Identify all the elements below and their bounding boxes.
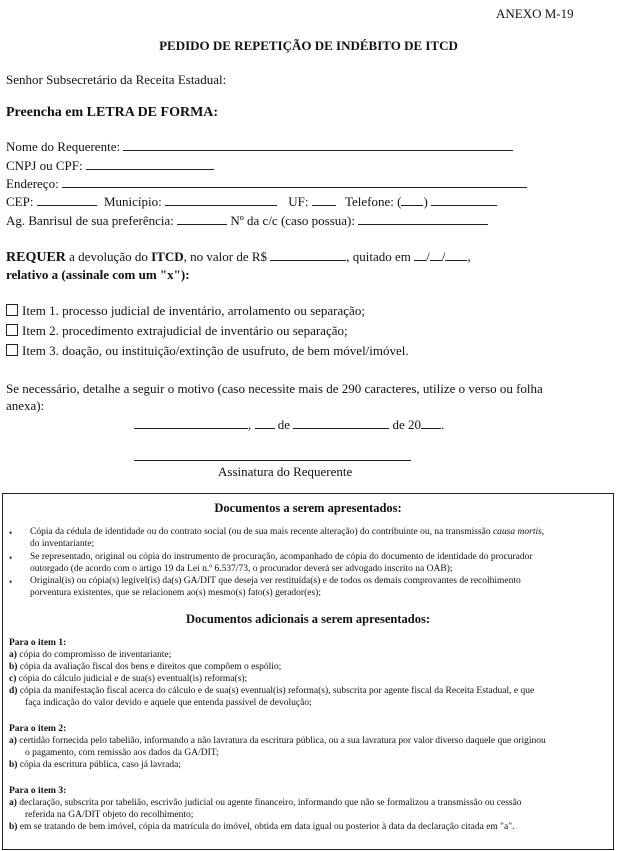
cep-row	[6, 193, 497, 210]
phone-paren: )	[423, 194, 428, 209]
account-input[interactable]	[358, 212, 488, 225]
date-de-1: de	[277, 417, 291, 432]
uf-input[interactable]	[312, 193, 336, 206]
item-3	[6, 343, 409, 359]
item-2-b: b) cópia da escritura pública, caso já lavrada;	[9, 760, 181, 770]
item-2-a: a) certidão fornecida pelo tabelião, informando a não lavratura da escritura pública, ou a sua lavratura por valor diverso daquele que originou	[9, 736, 546, 746]
item-3-label: Item 3	[22, 343, 56, 358]
item-3-desc: . doação, ou instituição/extinção de usufruto, de bem móvel/imóvel.	[55, 343, 409, 358]
detail-line-2: anexa):	[6, 398, 45, 413]
doc-item-3-cont: porventura existentes, que se relacionem ao(s) mesmo(s) fato(s) gerador(es);	[30, 588, 321, 598]
sign-month-input[interactable]	[293, 416, 389, 429]
page-title: PEDIDO DE REPETIÇÃO DE INDÉBITO DE ITCD	[159, 38, 458, 53]
bullet-2: •	[9, 553, 13, 563]
annex-label: ANEXO M-19	[496, 6, 574, 21]
request-text2: , no valor de R$	[183, 249, 268, 264]
itcd-word: ITCD	[151, 249, 184, 264]
bullet-3: •	[9, 577, 13, 587]
item-3-a-cont: referida na GA/DIT objeto do recolhimento;	[25, 810, 194, 820]
item-2-head: Para o item 2:	[9, 724, 67, 734]
cnpj-label: CNPJ ou CPF:	[6, 158, 83, 173]
phone-area-input[interactable]	[401, 193, 423, 206]
doc-item-2: Se representado, original ou cópia do instrumento de procuração, acompanhado de cópia do documento de identidade do procurador	[30, 552, 533, 562]
detail-line-1: Se necessário, detalhe a seguir o motivo (caso necessite mais de 290 caracteres, utilize o verso ou folha	[6, 381, 543, 396]
city-label: Município:	[103, 194, 162, 209]
name-field	[6, 138, 513, 155]
item-2-label: Item 2	[22, 323, 56, 338]
date-line	[134, 416, 444, 433]
item-1-a: a) cópia do compromisso de inventariante;	[9, 650, 172, 660]
month-input[interactable]	[430, 248, 442, 261]
address-field	[6, 175, 527, 192]
date-dot: .	[441, 417, 445, 432]
item-1-head: Para o item 1:	[9, 638, 67, 648]
year-input[interactable]	[445, 248, 467, 261]
item-2-desc: . procedimento extrajudicial de inventário ou separação;	[55, 323, 348, 338]
item-1	[6, 303, 365, 319]
item-1-c: c) cópia do cálculo judicial e de sua(s) eventual(is) reforma(s);	[9, 674, 248, 684]
doc-item-2-cont: outorgado (de acordo com o artigo 19 da Lei n.º 6.537/73, o procurador deverá ser advogado inscrito na OAB);	[30, 564, 453, 574]
paid-text: , quitado em	[346, 249, 411, 264]
doc-item-1-cont: do inventariante;	[30, 539, 95, 549]
bank-input[interactable]	[177, 212, 227, 225]
item-1-checkbox[interactable]	[6, 304, 18, 316]
additional-title: Documentos adicionais a serem apresentados:	[186, 612, 430, 626]
item-2-a-cont: o pagamento, com remissão aos dados da GA/DIT;	[25, 748, 219, 758]
request-comma: ,	[467, 249, 471, 264]
item-1-b: b) cópia da avaliação fiscal dos bens e direitos que compõem o espólio;	[9, 662, 282, 672]
address-input[interactable]	[62, 175, 527, 188]
date-slash-1: /	[426, 249, 430, 264]
request-text1: a devolução do	[65, 249, 152, 264]
item-3-head: Para o item 3:	[9, 786, 67, 796]
name-input[interactable]	[123, 138, 513, 151]
phone-input[interactable]	[431, 193, 497, 206]
documents-box	[2, 493, 614, 850]
salutation: Senhor Subsecretário da Receita Estadual:	[6, 72, 227, 87]
cep-input[interactable]	[37, 193, 97, 206]
day-input[interactable]	[414, 248, 426, 261]
item-2	[6, 323, 348, 339]
cnpj-input[interactable]	[86, 157, 214, 170]
item-3-checkbox[interactable]	[6, 344, 18, 356]
date-de-2: de 20	[392, 417, 422, 432]
signature-label: Assinatura do Requerente	[218, 464, 353, 479]
item-3-a: a) declaração, subscrita por tabelião, escrivão judicial ou agente financeiro, informando que não se formalizou a transmissão ou cessão	[9, 798, 522, 808]
instruction: Preencha em LETRA DE FORMA:	[6, 105, 219, 120]
item-1-desc: . processo judicial de inventário, arrolamento ou separação;	[55, 303, 365, 318]
doc-item-3: Original(is) ou cópia(s) legível(is) da(s) GA/DIT que deseja ver restituída(s) e de todos os demais comprovantes de recolhimento	[30, 576, 521, 586]
sign-day-input[interactable]	[255, 416, 275, 429]
cnpj-field	[6, 157, 214, 174]
name-label: Nome do Requerente:	[6, 139, 121, 154]
bullet-1: •	[9, 528, 13, 538]
uf-label: UF:	[288, 194, 309, 209]
item-3-b: b) em se tratando de bem imóvel, cópia da matrícula do imóvel, obtida em data igual ou posterior à data da declaração citada em "a".	[9, 822, 515, 832]
request-line	[6, 248, 471, 266]
item-1-d-cont: faça indicação do valor devido e aquele que entenda passível de devolução;	[25, 698, 312, 708]
date-comma: ,	[248, 417, 252, 432]
amount-input[interactable]	[270, 248, 346, 261]
doc-item-1: Cópia da cédula de identidade ou do contrato social (ou de sua mais recente alteração) do contribuinte ou, na transmissão causa mortis,	[30, 527, 545, 537]
address-label: Endereço:	[6, 176, 59, 191]
phone-label: Telefone: (	[344, 194, 402, 209]
signature-line[interactable]	[134, 460, 411, 461]
relative-label: relativo a (assinale com um "x"):	[6, 267, 190, 282]
item-2-checkbox[interactable]	[6, 324, 18, 336]
requer-word: REQUER	[6, 250, 66, 265]
date-slash-2: /	[441, 249, 446, 264]
account-label: Nº da c/c (caso possua):	[230, 213, 355, 228]
city-input[interactable]	[165, 193, 277, 206]
item-1-d: d) cópia da manifestação fiscal acerca do cálculo e de sua(s) eventual(is) reforma(s), subscrita por agente fiscal da Receita Estadual, e que	[9, 686, 535, 696]
item-1-label: Item 1	[22, 303, 56, 318]
place-input[interactable]	[134, 416, 248, 429]
bank-row	[6, 212, 488, 229]
sign-year-input[interactable]	[421, 416, 441, 429]
documents-title: Documentos a serem apresentados:	[214, 501, 402, 515]
cep-label: CEP:	[6, 194, 34, 209]
bank-label: Ag. Banrisul de sua preferência:	[6, 213, 174, 228]
